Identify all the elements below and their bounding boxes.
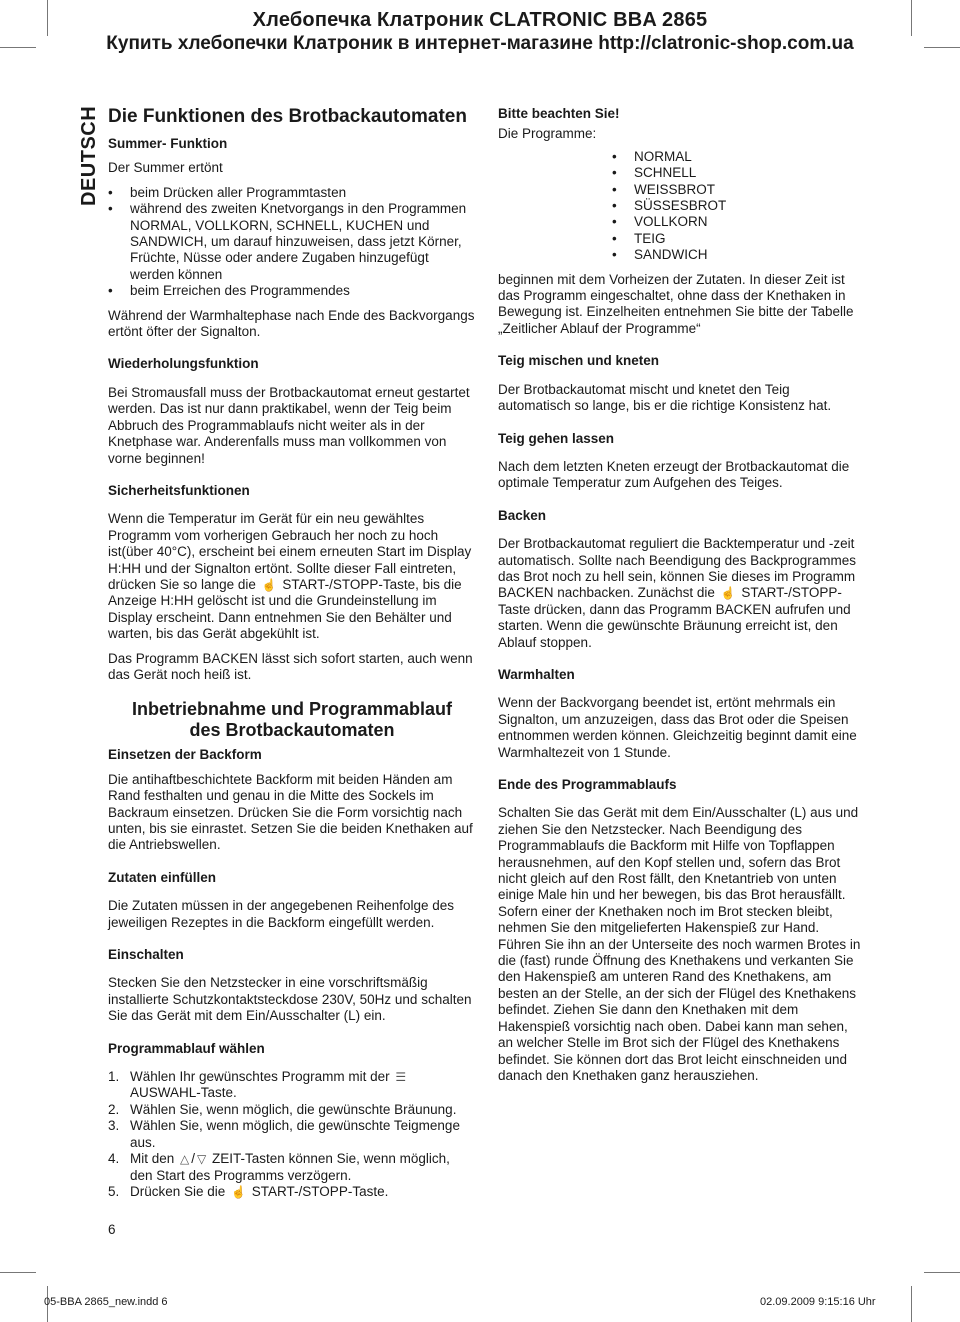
ende-text: Schalten Sie das Gerät mit dem Ein/Ausschalter (L) aus und ziehen Sie den Netzstecker. Nach Beendigung des Programmablaufs die Backform mit Hilfe von Topflappen herausnehmen, auf den Kopf stellen und, sofern das Brot nicht gleich auf den Rost fällt, den Knetantrieb von unten einige Male hin und her bewegen, bis das Brot herausfällt. Sofern einer der Knethaken noch im Brot stecken bleibt, nehmen Sie den mitgelieferten Hakenspieß zur Hand. Führen Sie ihn an der Unterseite des noch warmen Brotes in die (fast) runde Öffnung des Knethakens und verkanten Sie den Hakenspieß am unteren Rand des Knethakens, am besten an der Stelle, an der sich der Flügel des Knethakens befindet. Ziehen Sie dann den Knethaken mit dem Hakenspieß vorsichtig nach oben. Dabei kann man sehen, an welcher Stelle im Brot sich der Flügel des Knethakens befindet. Sie können dort das Brot leicht einschneiden und danach den Knethaken ganz herausziehen. [498,805,861,1083]
gehen-heading: Teig gehen lassen [498,430,615,446]
crop-mark [0,47,36,48]
ende-heading: Ende des Programmablaufs [498,777,677,792]
section-title: Die Funktionen des Brotbackautomaten [108,106,467,127]
header-title: Хлебопечка Клатроник CLATRONIC BBA 2865 [252,9,708,31]
time-down-icon: ▽ [197,1152,207,1167]
page-number: 6 [108,1222,116,1237]
list-item: • beim Drücken aller Programmtasten [108,185,476,201]
list-item: • WEISSBROT [612,182,864,198]
gehen-text: Nach dem letzten Kneten erzeugt der Brotbackautomat die optimale Temperatur zum Aufgehen des Teiges. [498,458,850,491]
zutaten-text: Die Zutaten müssen in der angegebenen Reihenfolge des jeweiligen Rezeptes in die Backform eingefüllt werden. [108,898,454,930]
crop-mark [924,1272,960,1273]
warm-text: Wenn der Backvorgang beendet ist, ertönt mehrmals ein Signalton, um anzuzeigen, dass das Brot oder die Speisen entnommen werden können. Gleichzeitig beginnt damit eine Warmhaltezeit von 1 Stunde. [498,695,857,760]
step-item: 5. Drücken Sie die ☝ START-/STOPP-Taste. [108,1183,389,1199]
backen-text: Der Brotbackautomat reguliert die Backtemperatur und -zeit automatisch. Sollte nach Beendigung des Backprogrammes das Brot noch zu hell sein, können Sie dieses im Programm BACKEN nachbacken. Zunächst die ☝ START-/STOPP-Taste drücken, dann das Programm BACKEN aufrufen und starten. Wenn die gewünschte Bräunung erreicht ist, den Ablauf stoppen. [498,536,856,650]
repeat-heading: Wiederholungsfunktion [108,356,259,372]
ablauf-steps [108,1069,476,1200]
footer-date: 02.09.2009 9:15:16 Uhr [760,1296,876,1308]
list-item: • während des zweiten Knetvorgangs in den Programmen NORMAL, VOLLKORN, SCHNELL, KUCHEN und SANDWICH, um darauf hinzuweisen, dass jetzt Körner, Früchte, Nüsse oder andere Zugaben hinzugefügt werden können [108,201,476,283]
language-tab-label: DEUTSCH [78,105,100,206]
backform-heading: Einsetzen der Backform [108,747,262,763]
ablauf-heading: Programmablauf wählen [108,1040,265,1056]
programs-list [498,149,864,264]
einschalten-heading: Einschalten [108,947,184,963]
backen-heading: Backen [498,507,547,523]
safety-text-2: Das Programm BACKEN lässt sich sofort starten, auch wenn das Gerät noch heiß ist. [108,650,473,682]
left-column [108,106,476,1200]
list-item: • SCHNELL [612,165,864,181]
menu-icon: ☰ [395,1070,407,1085]
crop-mark [924,47,960,48]
summer-list [108,185,476,300]
kneten-text: Der Brotbackautomat mischt und knetet den Teig automatisch so lange, bis er die richtige Konsistenz hat. [498,381,832,414]
kneten-heading: Teig mischen und kneten [498,353,660,369]
list-item: • TEIG [612,231,864,247]
summer-intro: Der Summer ertönt [108,160,223,176]
step-item: 1. Wählen Ihr gewünschtes Programm mit der ☰ AUSWAHL-Taste. [108,1069,407,1101]
page-header [0,8,960,56]
hand-icon: ☝ [261,577,277,592]
hand-icon: ☝ [720,586,736,601]
crop-mark [47,0,48,36]
safety-text: Wenn die Temperatur im Gerät für ein neu gewähltes Programm vom vorherigen Gebrauch her noch zu hoch ist(über 40°C), erscheint bei einem erneuten Start im Display H:HH und der Signalton ertönt. Sollte dieser Fall eintreten, drücken Sie so lange die ☝ START-/STOPP-Taste, bis die Anzeige H:HH gelöscht ist und die Grundeinstellung im Display erscheint. Dann entnehmen Sie den Behälter und warten, bis das Gerät abgekühlt ist. [108,511,472,642]
crop-mark [0,1272,36,1273]
list-item: • beim Erreichen des Programmendes [108,283,476,299]
summer-after: Während der Warmhaltephase nach Ende des Backvorgangs ertönt öfter der Signalton. [108,307,475,340]
step-item: 3. Wählen Sie, wenn möglich, die gewünschte Teigmenge aus. [108,1118,460,1150]
step-item: 4. Mit den △ / ▽ ZEIT-Tasten können Sie, wenn möglich, den Start des Programms verzögern. [108,1151,450,1183]
list-item: • VOLLKORN [612,214,864,230]
step-item: 2. Wählen Sie, wenn möglich, die gewünschte Bräunung. [108,1101,457,1117]
right-column [498,106,864,1100]
programs-after: beginnen mit dem Vorheizen der Zutaten. In dieser Zeit ist das Programm eingeschaltet, ohne dass der Knethaken in Bewegung ist. Einzelheiten entnehmen Sie bitte der Tabelle „Zeitlicher Ablauf der Programme“ [498,271,854,336]
hand-icon: ☝ [231,1184,247,1199]
note-heading: Bitte beachten Sie! [498,106,620,121]
list-item: • NORMAL [612,149,864,165]
programs-label: Die Programme: [498,126,597,142]
summer-heading: Summer- Funktion [108,136,228,151]
warm-heading: Warmhalten [498,666,575,682]
zutaten-heading: Zutaten einfüllen [108,869,216,885]
crop-mark [911,0,912,36]
language-tab [78,106,102,206]
repeat-text: Bei Stromausfall muss der Brotbackautomat erneut gestartet werden. Das ist nur dann praktikabel, wenn der Teig beim Abbruch des Programmablaufs nicht weiter als in der Knetphase war. Anderenfalls muss man vollkommen von vorne beginnen! [108,384,470,466]
crop-mark [911,1286,912,1322]
einschalten-text: Stecken Sie den Netzstecker in eine vorschriftsmäßig installierte Schutzkontaktsteckdose 230V, 50Hz und schalten Sie das Gerät mit dem Ein/Ausschalter (L) ein. [108,975,472,1024]
list-item: • SANDWICH [612,247,864,263]
time-up-icon: △ [180,1152,190,1167]
safety-heading: Sicherheitsfunktionen [108,482,250,498]
list-item: • SÜSSESBROT [612,198,864,214]
footer-file: 05-BBA 2865_new.indd 6 [44,1296,168,1308]
header-subtitle: Купить хлебопечки Клатроник в интернет-магазине http://clatronic-shop.com.ua [106,33,854,54]
section-title-2: Inbetriebnahme und Programmablauf des Brotbackautomaten [131,699,453,741]
backform-text: Die antihaftbeschichtete Backform mit beiden Händen am Rand festhalten und genau in die Mitte des Sockels im Backraum einsetzen. Drücken Sie die Form vorsichtig nach unten, bis sie einrastet. Setzen Sie die beiden Knethaken auf die Antriebswellen. [108,771,473,853]
